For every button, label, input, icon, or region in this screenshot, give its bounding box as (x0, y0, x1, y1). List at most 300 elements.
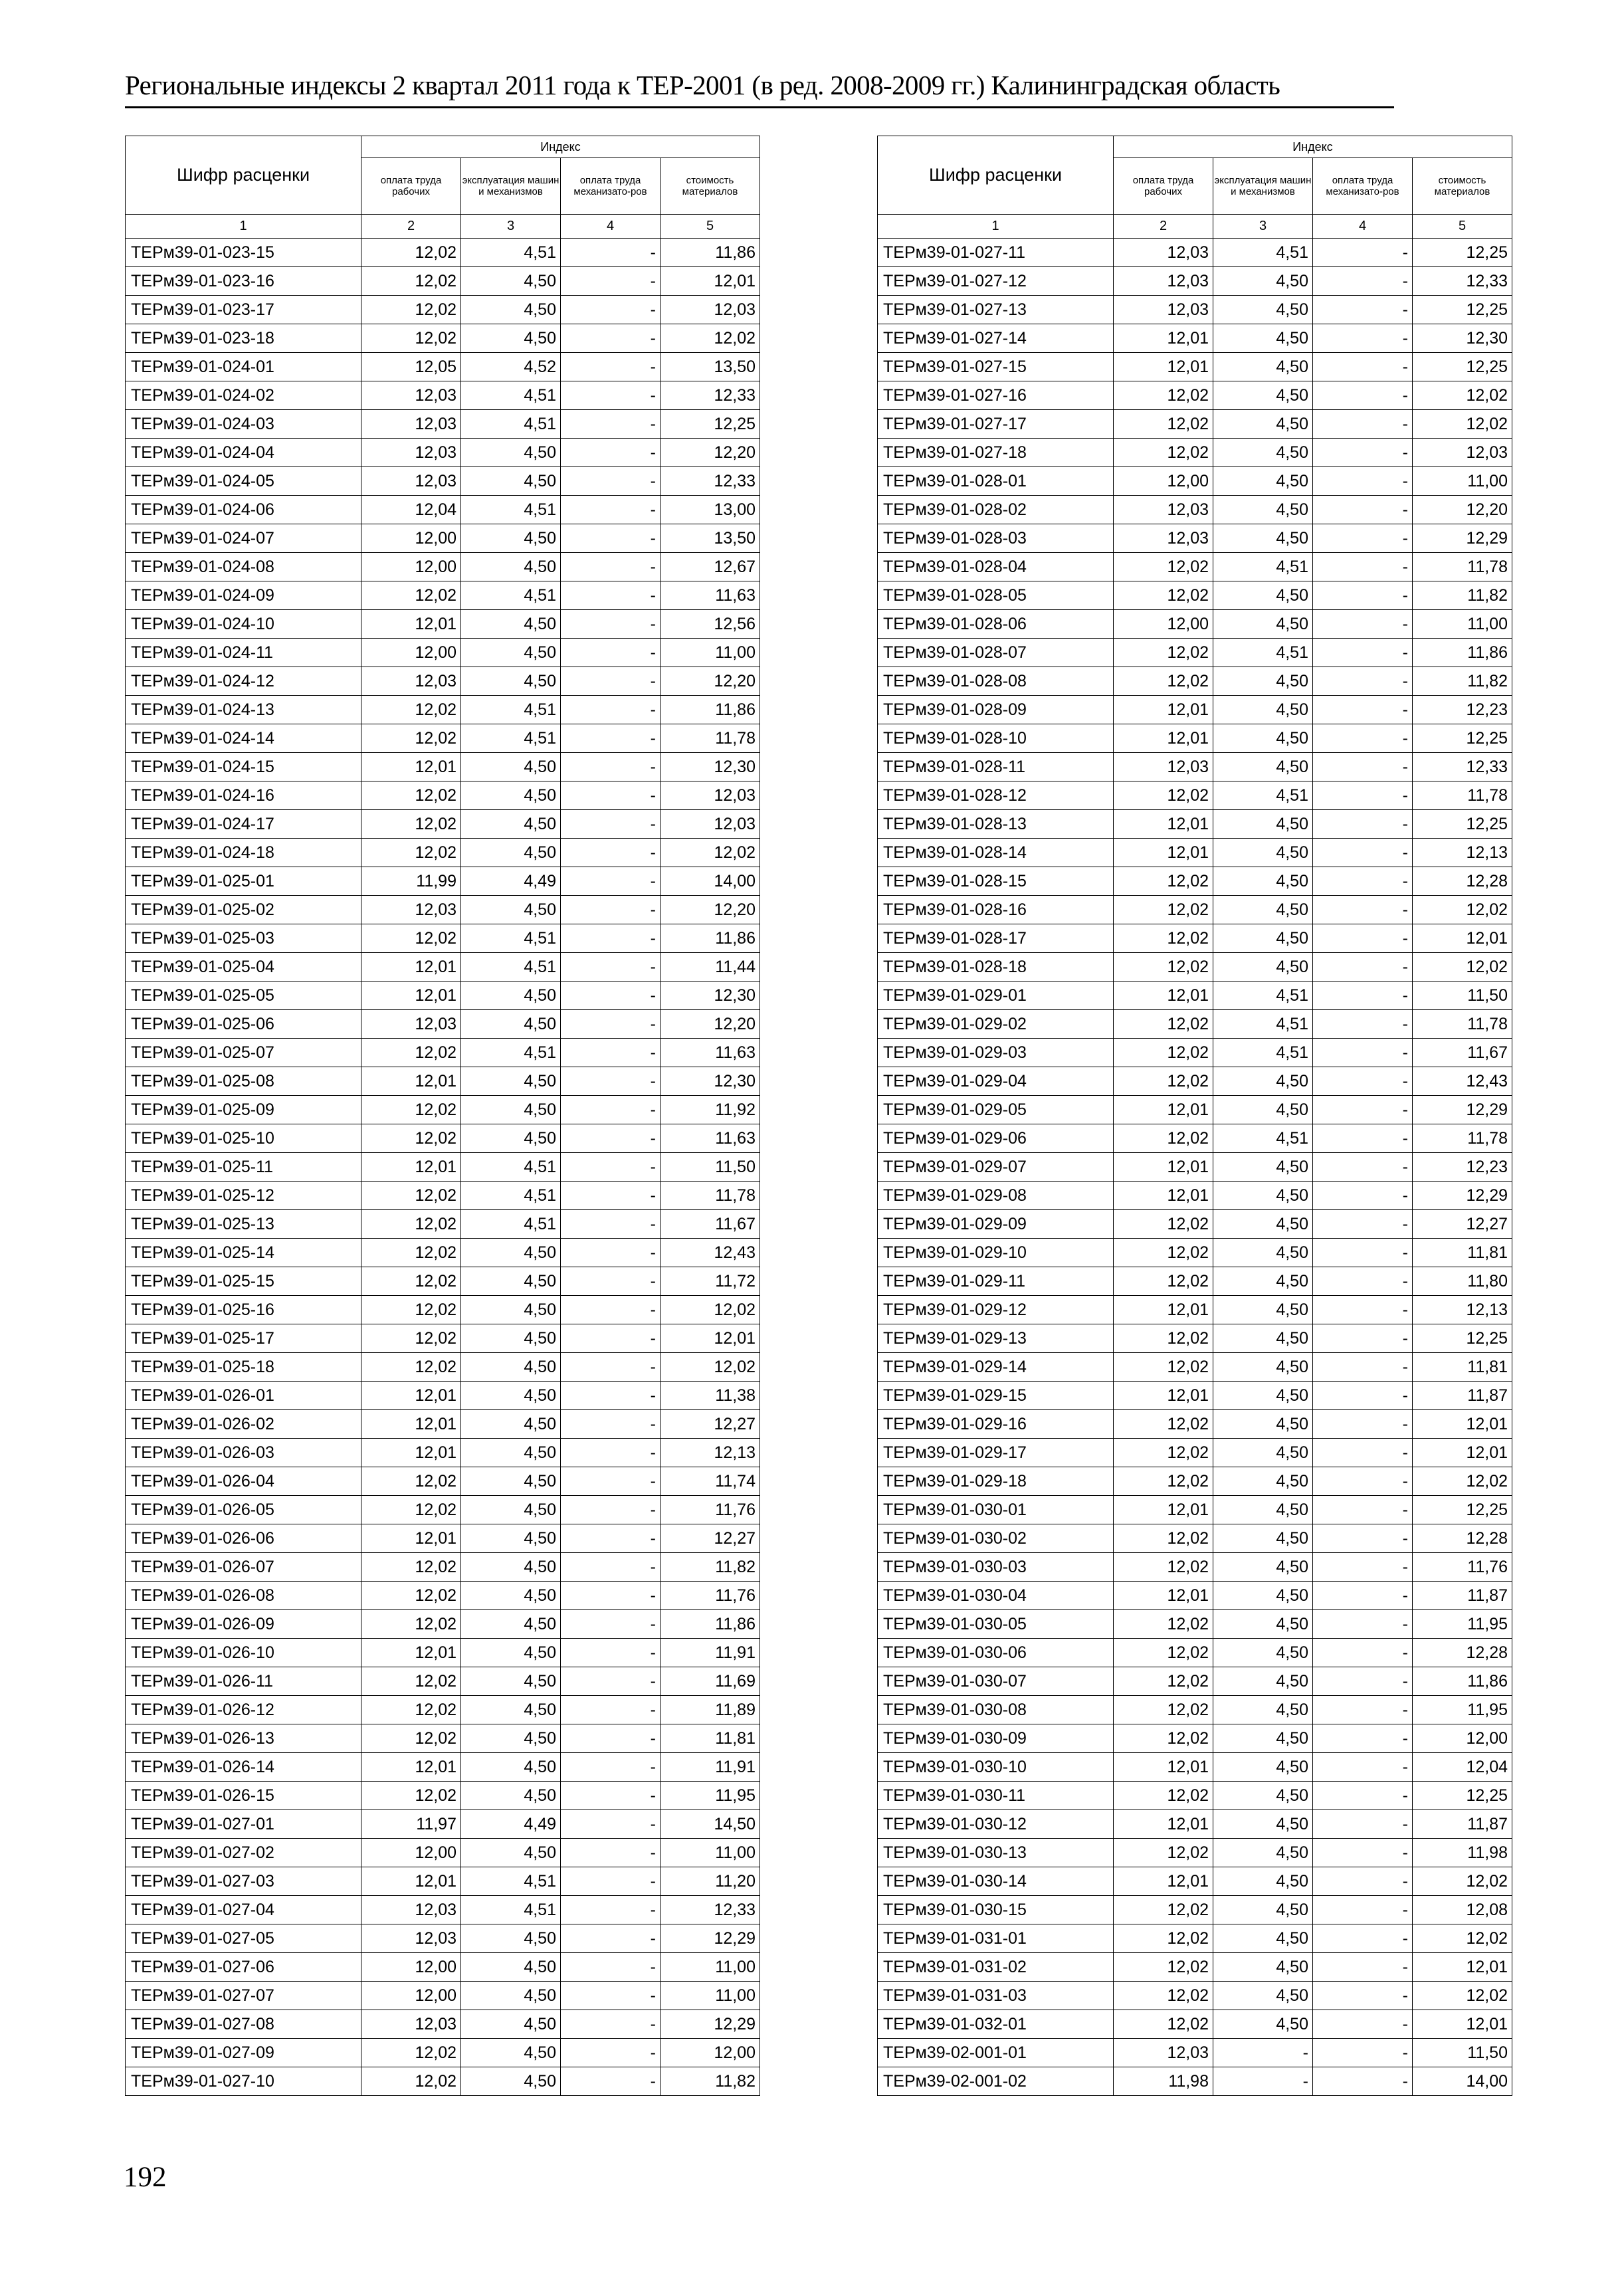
materials-index-cell: 11,20 (660, 1867, 760, 1896)
rate-code-cell: ТЕРм39-01-025-15 (126, 1267, 361, 1296)
rate-code-cell: ТЕРм39-01-029-10 (878, 1239, 1114, 1267)
table-row (126, 781, 760, 810)
table-row (878, 1667, 1512, 1696)
table-row (126, 1324, 760, 1353)
labor-index-cell: 12,03 (1114, 267, 1213, 296)
labor-index-cell: 12,02 (1114, 1839, 1213, 1867)
machines-index-cell: 4,50 (461, 1582, 561, 1610)
materials-index-cell: 11,91 (660, 1639, 760, 1667)
materials-index-cell: 12,03 (660, 781, 760, 810)
table-row (878, 267, 1512, 296)
labor-index-cell: 12,02 (361, 581, 461, 610)
operators-index-cell: - (561, 1382, 660, 1410)
machines-index-cell: 4,50 (1213, 1210, 1313, 1239)
labor-index-cell: 12,02 (361, 1582, 461, 1610)
labor-column-header: оплата труда рабочих (1114, 158, 1213, 215)
labor-index-cell: 12,01 (1114, 1096, 1213, 1124)
operators-index-cell: - (1313, 810, 1413, 839)
materials-index-cell: 12,02 (1413, 896, 1512, 924)
table-row (878, 639, 1512, 667)
operators-index-cell: - (1313, 1667, 1413, 1696)
labor-index-cell: 12,02 (1114, 1324, 1213, 1353)
table-row (126, 867, 760, 896)
operators-index-cell: - (561, 1982, 660, 2010)
labor-index-cell: 11,99 (361, 867, 461, 896)
operators-index-cell: - (1313, 1210, 1413, 1239)
labor-index-cell: 12,02 (1114, 1039, 1213, 1067)
labor-index-cell: 12,01 (361, 610, 461, 639)
rate-code-cell: ТЕРм39-01-028-03 (878, 524, 1114, 553)
machines-index-cell: 4,52 (461, 353, 561, 381)
machines-index-cell: 4,50 (1213, 1410, 1313, 1439)
operators-index-cell: - (561, 1782, 660, 1810)
machines-index-cell: 4,51 (1213, 1010, 1313, 1039)
rate-code-cell: ТЕРм39-01-027-10 (126, 2067, 361, 2096)
rate-code-cell: ТЕРм39-01-023-15 (126, 239, 361, 267)
machines-index-cell: 4,50 (461, 810, 561, 839)
labor-index-cell: 12,02 (1114, 1782, 1213, 1810)
table-row (126, 239, 760, 267)
table-row (878, 2010, 1512, 2039)
operators-index-cell: - (1313, 2010, 1413, 2039)
table-row (126, 1867, 760, 1896)
operators-index-cell: - (1313, 410, 1413, 439)
materials-index-cell: 12,33 (660, 381, 760, 410)
labor-index-cell: 12,01 (361, 953, 461, 982)
labor-index-cell: 12,01 (361, 1153, 461, 1182)
machines-index-cell: 4,50 (1213, 1296, 1313, 1324)
operators-index-cell: - (1313, 267, 1413, 296)
operators-index-cell: - (1313, 896, 1413, 924)
rate-code-cell: ТЕРм39-01-025-11 (126, 1153, 361, 1182)
materials-index-cell: 11,86 (660, 239, 760, 267)
column-number: 3 (1213, 215, 1313, 239)
labor-index-cell: 12,01 (361, 1867, 461, 1896)
labor-index-cell: 12,00 (361, 1982, 461, 2010)
machines-index-cell: 4,51 (461, 496, 561, 524)
operators-index-cell: - (561, 810, 660, 839)
table-row (878, 1867, 1512, 1896)
rate-code-cell: ТЕРм39-01-031-03 (878, 1982, 1114, 2010)
materials-index-cell: 11,63 (660, 1124, 760, 1153)
labor-index-cell: 12,02 (1114, 781, 1213, 810)
operators-index-cell: - (1313, 1867, 1413, 1896)
machines-index-cell: 4,50 (461, 2067, 561, 2096)
table-row (126, 496, 760, 524)
machines-index-cell: 4,50 (1213, 1524, 1313, 1553)
rate-code-cell: ТЕРм39-01-029-09 (878, 1210, 1114, 1239)
table-row (878, 353, 1512, 381)
machines-index-cell: 4,50 (461, 1239, 561, 1267)
operators-index-cell: - (1313, 781, 1413, 810)
labor-index-cell: 12,02 (1114, 1353, 1213, 1382)
labor-index-cell: 12,02 (361, 1267, 461, 1296)
table-row (126, 1924, 760, 1953)
labor-index-cell: 12,02 (361, 810, 461, 839)
labor-index-cell: 12,02 (1114, 1724, 1213, 1753)
labor-index-cell: 12,01 (361, 1524, 461, 1553)
table-row (126, 924, 760, 953)
table-row (878, 239, 1512, 267)
materials-index-cell: 12,02 (1413, 1924, 1512, 1953)
table-row (878, 924, 1512, 953)
table-row (878, 496, 1512, 524)
rate-code-cell: ТЕРм39-01-029-14 (878, 1353, 1114, 1382)
rate-code-cell: ТЕРм39-01-025-08 (126, 1067, 361, 1096)
rate-code-cell: ТЕРм39-01-027-15 (878, 353, 1114, 381)
machines-index-cell: 4,50 (1213, 1896, 1313, 1924)
operators-index-cell: - (561, 639, 660, 667)
operators-index-cell: - (561, 267, 660, 296)
operators-index-cell: - (561, 1239, 660, 1267)
machines-index-cell: 4,51 (461, 1867, 561, 1896)
materials-index-cell: 11,00 (660, 1839, 760, 1867)
materials-index-cell: 11,81 (1413, 1239, 1512, 1267)
rate-code-cell: ТЕРм39-01-030-05 (878, 1610, 1114, 1639)
operators-index-cell: - (1313, 1724, 1413, 1753)
labor-index-cell: 12,01 (361, 1439, 461, 1467)
materials-index-cell: 11,00 (1413, 467, 1512, 496)
rate-code-cell: ТЕРм39-01-028-11 (878, 753, 1114, 781)
labor-index-cell: 12,01 (1114, 1867, 1213, 1896)
operators-index-cell: - (561, 696, 660, 724)
table-row (126, 581, 760, 610)
labor-index-cell: 12,00 (1114, 467, 1213, 496)
rate-code-cell: ТЕРм39-01-025-05 (126, 982, 361, 1010)
machines-index-cell: 4,51 (1213, 982, 1313, 1010)
operators-index-cell: - (1313, 667, 1413, 696)
materials-index-cell: 11,86 (660, 1610, 760, 1639)
table-row (126, 696, 760, 724)
machines-index-cell: 4,51 (461, 1039, 561, 1067)
table-row (126, 1982, 760, 2010)
operators-index-cell: - (1313, 1953, 1413, 1982)
materials-index-cell: 12,25 (1413, 1782, 1512, 1810)
rate-code-cell: ТЕРм39-01-030-13 (878, 1839, 1114, 1867)
labor-index-cell: 12,01 (1114, 1296, 1213, 1324)
rate-code-cell: ТЕРм39-01-027-12 (878, 267, 1114, 296)
machines-index-cell: 4,51 (1213, 553, 1313, 581)
rate-code-cell: ТЕРм39-01-024-04 (126, 439, 361, 467)
labor-index-cell: 12,02 (1114, 1267, 1213, 1296)
table-row (126, 1067, 760, 1096)
machines-index-cell: 4,51 (1213, 1039, 1313, 1067)
rate-code-cell: ТЕРм39-01-030-02 (878, 1524, 1114, 1553)
machines-index-cell: 4,49 (461, 867, 561, 896)
operators-index-cell: - (561, 353, 660, 381)
materials-index-cell: 11,95 (1413, 1696, 1512, 1724)
operators-index-cell: - (561, 439, 660, 467)
labor-index-cell: 12,01 (361, 982, 461, 1010)
table-row (878, 1582, 1512, 1610)
labor-index-cell: 12,00 (361, 1839, 461, 1867)
table-row (126, 1010, 760, 1039)
labor-index-cell: 12,03 (361, 439, 461, 467)
operators-index-cell: - (561, 1582, 660, 1610)
labor-index-cell: 12,02 (361, 839, 461, 867)
rate-code-cell: ТЕРм39-01-024-15 (126, 753, 361, 781)
operators-index-cell: - (1313, 639, 1413, 667)
rate-code-cell: ТЕРм39-01-029-01 (878, 982, 1114, 1010)
materials-index-cell: 12,25 (1413, 1496, 1512, 1524)
machines-index-cell: 4,50 (1213, 696, 1313, 724)
table-row (878, 324, 1512, 353)
machines-index-cell: 4,50 (1213, 1982, 1313, 2010)
materials-index-cell: 11,72 (660, 1267, 760, 1296)
table-row (126, 1696, 760, 1724)
labor-index-cell: 12,01 (1114, 324, 1213, 353)
materials-index-cell: 12,29 (660, 2010, 760, 2039)
table-row (878, 1010, 1512, 1039)
labor-index-cell: 12,02 (361, 239, 461, 267)
operators-index-cell: - (561, 1867, 660, 1896)
operators-index-cell: - (1313, 753, 1413, 781)
materials-index-cell: 12,30 (660, 1067, 760, 1096)
table-row (126, 639, 760, 667)
operators-index-cell: - (561, 581, 660, 610)
machines-index-cell: 4,50 (461, 1953, 561, 1982)
labor-index-cell: 12,02 (361, 1696, 461, 1724)
table-row (878, 296, 1512, 324)
rate-code-cell: ТЕРм39-01-023-17 (126, 296, 361, 324)
table-row (878, 696, 1512, 724)
operators-index-cell: - (561, 1010, 660, 1039)
rate-code-cell: ТЕРм39-01-030-15 (878, 1896, 1114, 1924)
materials-index-cell: 12,02 (1413, 953, 1512, 982)
machines-index-cell: 4,50 (1213, 753, 1313, 781)
rate-code-cell: ТЕРм39-01-024-10 (126, 610, 361, 639)
materials-index-cell: 12,02 (1413, 1982, 1512, 2010)
materials-index-cell: 11,76 (660, 1496, 760, 1524)
machines-index-cell: 4,50 (461, 1724, 561, 1753)
rate-code-cell: ТЕРм39-01-027-08 (126, 2010, 361, 2039)
table-row (126, 667, 760, 696)
table-row (126, 1153, 760, 1182)
table-row (126, 1724, 760, 1753)
labor-index-cell: 12,01 (361, 1410, 461, 1439)
machines-index-cell: 4,50 (461, 1439, 561, 1467)
labor-index-cell: 12,02 (1114, 1896, 1213, 1924)
materials-index-cell: 12,30 (660, 982, 760, 1010)
labor-index-cell: 12,02 (1114, 1953, 1213, 1982)
rate-code-cell: ТЕРм39-01-025-02 (126, 896, 361, 924)
materials-index-cell: 11,74 (660, 1467, 760, 1496)
operators-index-cell: - (561, 839, 660, 867)
labor-index-cell: 12,01 (361, 1067, 461, 1096)
table-row (878, 1324, 1512, 1353)
operators-index-cell: - (1313, 296, 1413, 324)
materials-index-cell: 12,27 (660, 1524, 760, 1553)
operators-index-cell: - (561, 953, 660, 982)
machines-index-cell: 4,50 (461, 1296, 561, 1324)
machines-index-cell: 4,50 (461, 1353, 561, 1382)
rate-code-cell: ТЕРм39-01-024-03 (126, 410, 361, 439)
table-row (126, 1124, 760, 1153)
table-row (878, 1296, 1512, 1324)
machines-index-cell: 4,50 (1213, 667, 1313, 696)
operators-index-cell: - (561, 553, 660, 581)
table-row (878, 1153, 1512, 1182)
column-number: 5 (1413, 215, 1512, 239)
labor-index-cell: 12,02 (361, 1353, 461, 1382)
labor-index-cell: 12,02 (1114, 581, 1213, 610)
table-row (126, 1039, 760, 1067)
machines-index-cell: 4,50 (461, 1553, 561, 1582)
machines-index-cell: 4,50 (461, 1467, 561, 1496)
column-number: 5 (660, 215, 760, 239)
labor-index-cell: 12,02 (361, 1782, 461, 1810)
labor-index-cell: 12,02 (1114, 1439, 1213, 1467)
operators-index-cell: - (561, 753, 660, 781)
operators-index-cell: - (561, 1810, 660, 1839)
labor-index-cell: 12,02 (1114, 1667, 1213, 1696)
table-row (126, 1267, 760, 1296)
labor-index-cell: 12,01 (1114, 1382, 1213, 1410)
rate-code-cell: ТЕРм39-01-026-14 (126, 1753, 361, 1782)
labor-index-cell: 12,02 (361, 781, 461, 810)
labor-index-cell: 12,02 (361, 696, 461, 724)
machines-index-cell: 4,51 (461, 696, 561, 724)
labor-index-cell: 12,03 (361, 1924, 461, 1953)
rate-code-cell: ТЕРм39-01-028-17 (878, 924, 1114, 953)
rate-code-cell: ТЕРм39-01-026-09 (126, 1610, 361, 1639)
operators-index-cell: - (561, 896, 660, 924)
materials-index-cell: 11,89 (660, 1696, 760, 1724)
rate-code-cell: ТЕРм39-01-026-11 (126, 1667, 361, 1696)
labor-index-cell: 12,03 (361, 2010, 461, 2039)
operators-index-cell: - (1313, 467, 1413, 496)
rate-code-cell: ТЕРм39-01-029-08 (878, 1182, 1114, 1210)
labor-index-cell: 12,02 (361, 924, 461, 953)
labor-index-cell: 12,02 (1114, 1696, 1213, 1724)
operators-index-cell: - (561, 1210, 660, 1239)
labor-index-cell: 12,02 (1114, 1610, 1213, 1639)
table-row (878, 1896, 1512, 1924)
rate-code-cell: ТЕРм39-01-028-14 (878, 839, 1114, 867)
table-row (126, 1553, 760, 1582)
machines-index-cell: 4,50 (1213, 1153, 1313, 1182)
labor-column-header: оплата труда рабочих (361, 158, 461, 215)
table-row (878, 953, 1512, 982)
materials-index-cell: 11,81 (1413, 1353, 1512, 1382)
rate-code-cell: ТЕРм39-01-029-15 (878, 1382, 1114, 1410)
rate-code-cell: ТЕРм39-01-029-13 (878, 1324, 1114, 1353)
operators-index-cell: - (561, 467, 660, 496)
labor-index-cell: 12,02 (361, 2067, 461, 2096)
table-row (878, 1239, 1512, 1267)
column-number: 3 (461, 215, 561, 239)
rates-table-left (125, 136, 760, 2096)
rate-code-cell: ТЕРм39-01-028-01 (878, 467, 1114, 496)
machines-index-cell: 4,50 (461, 839, 561, 867)
rate-code-cell: ТЕРм39-01-025-04 (126, 953, 361, 982)
table-row (878, 839, 1512, 867)
labor-index-cell: 12,03 (361, 1010, 461, 1039)
table-row (126, 381, 760, 410)
table-row (878, 1639, 1512, 1667)
rate-code-cell: ТЕРм39-01-028-04 (878, 553, 1114, 581)
rate-code-cell: ТЕРм39-01-027-02 (126, 1839, 361, 1867)
materials-index-cell: 12,23 (1413, 1153, 1512, 1182)
materials-index-cell: 11,81 (660, 1724, 760, 1753)
operators-index-cell: - (1313, 696, 1413, 724)
operators-index-cell: - (1313, 1010, 1413, 1039)
table-row (878, 810, 1512, 839)
materials-index-cell: 12,20 (660, 896, 760, 924)
materials-index-cell: 11,78 (1413, 1124, 1512, 1153)
machines-index-cell: 4,50 (461, 1839, 561, 1867)
rate-code-cell: ТЕРм39-01-026-04 (126, 1467, 361, 1496)
rate-code-cell: ТЕРм39-01-028-05 (878, 581, 1114, 610)
machines-index-cell: 4,50 (461, 324, 561, 353)
materials-index-cell: 12,28 (1413, 1639, 1512, 1667)
table-header (126, 136, 760, 239)
machines-index-cell: 4,50 (461, 1524, 561, 1553)
labor-index-cell: 12,01 (1114, 982, 1213, 1010)
materials-index-cell: 11,00 (1413, 610, 1512, 639)
labor-index-cell: 12,01 (1114, 724, 1213, 753)
materials-index-cell: 12,02 (660, 1353, 760, 1382)
machines-index-cell: 4,50 (461, 1667, 561, 1696)
rate-code-cell: ТЕРм39-01-025-07 (126, 1039, 361, 1067)
materials-index-cell: 11,50 (1413, 2039, 1512, 2067)
materials-index-cell: 11,00 (660, 1982, 760, 2010)
operators-index-cell: - (1313, 1096, 1413, 1124)
machines-index-cell: 4,50 (461, 467, 561, 496)
operators-index-cell: - (1313, 1839, 1413, 1867)
labor-index-cell: 12,02 (1114, 924, 1213, 953)
materials-index-cell: 12,43 (660, 1239, 760, 1267)
machines-index-cell: 4,50 (461, 610, 561, 639)
labor-index-cell: 12,02 (361, 1610, 461, 1639)
machines-index-cell: 4,50 (1213, 724, 1313, 753)
materials-index-cell: 12,00 (1413, 1724, 1512, 1753)
rate-code-cell: ТЕРм39-01-024-07 (126, 524, 361, 553)
index-group-header: Индекс (1114, 136, 1512, 158)
rate-code-cell: ТЕРм39-01-032-01 (878, 2010, 1114, 2039)
machines-index-cell: 4,50 (1213, 1553, 1313, 1582)
machines-index-cell: 4,50 (1213, 1239, 1313, 1267)
rate-code-cell: ТЕРм39-01-030-10 (878, 1753, 1114, 1782)
operators-index-cell: - (1313, 581, 1413, 610)
table-row (126, 2039, 760, 2067)
materials-index-cell: 11,78 (660, 724, 760, 753)
materials-index-cell: 12,33 (660, 1896, 760, 1924)
operators-index-cell: - (561, 496, 660, 524)
rate-code-cell: ТЕРм39-01-024-12 (126, 667, 361, 696)
machines-index-cell: 4,50 (1213, 867, 1313, 896)
rate-code-cell: ТЕРм39-01-027-01 (126, 1810, 361, 1839)
operators-index-cell: - (561, 2010, 660, 2039)
operators-column-header: оплата труда механизато-ров (561, 158, 660, 215)
labor-index-cell: 12,03 (1114, 496, 1213, 524)
rate-code-cell: ТЕРм39-01-029-05 (878, 1096, 1114, 1124)
materials-index-cell: 11,80 (1413, 1267, 1512, 1296)
rate-code-cell: ТЕРм39-01-027-09 (126, 2039, 361, 2067)
machines-index-cell: 4,50 (1213, 1382, 1313, 1410)
labor-index-cell: 12,00 (361, 639, 461, 667)
table-row (878, 1524, 1512, 1553)
rate-code-cell: ТЕРм39-01-030-06 (878, 1639, 1114, 1667)
materials-index-cell: 12,27 (1413, 1210, 1512, 1239)
labor-index-cell: 12,01 (361, 1382, 461, 1410)
machines-index-cell: 4,50 (461, 2039, 561, 2067)
labor-index-cell: 12,01 (1114, 1810, 1213, 1839)
table-row (126, 2067, 760, 2096)
table-row (126, 1382, 760, 1410)
machines-index-cell: 4,50 (1213, 467, 1313, 496)
operators-index-cell: - (561, 982, 660, 1010)
